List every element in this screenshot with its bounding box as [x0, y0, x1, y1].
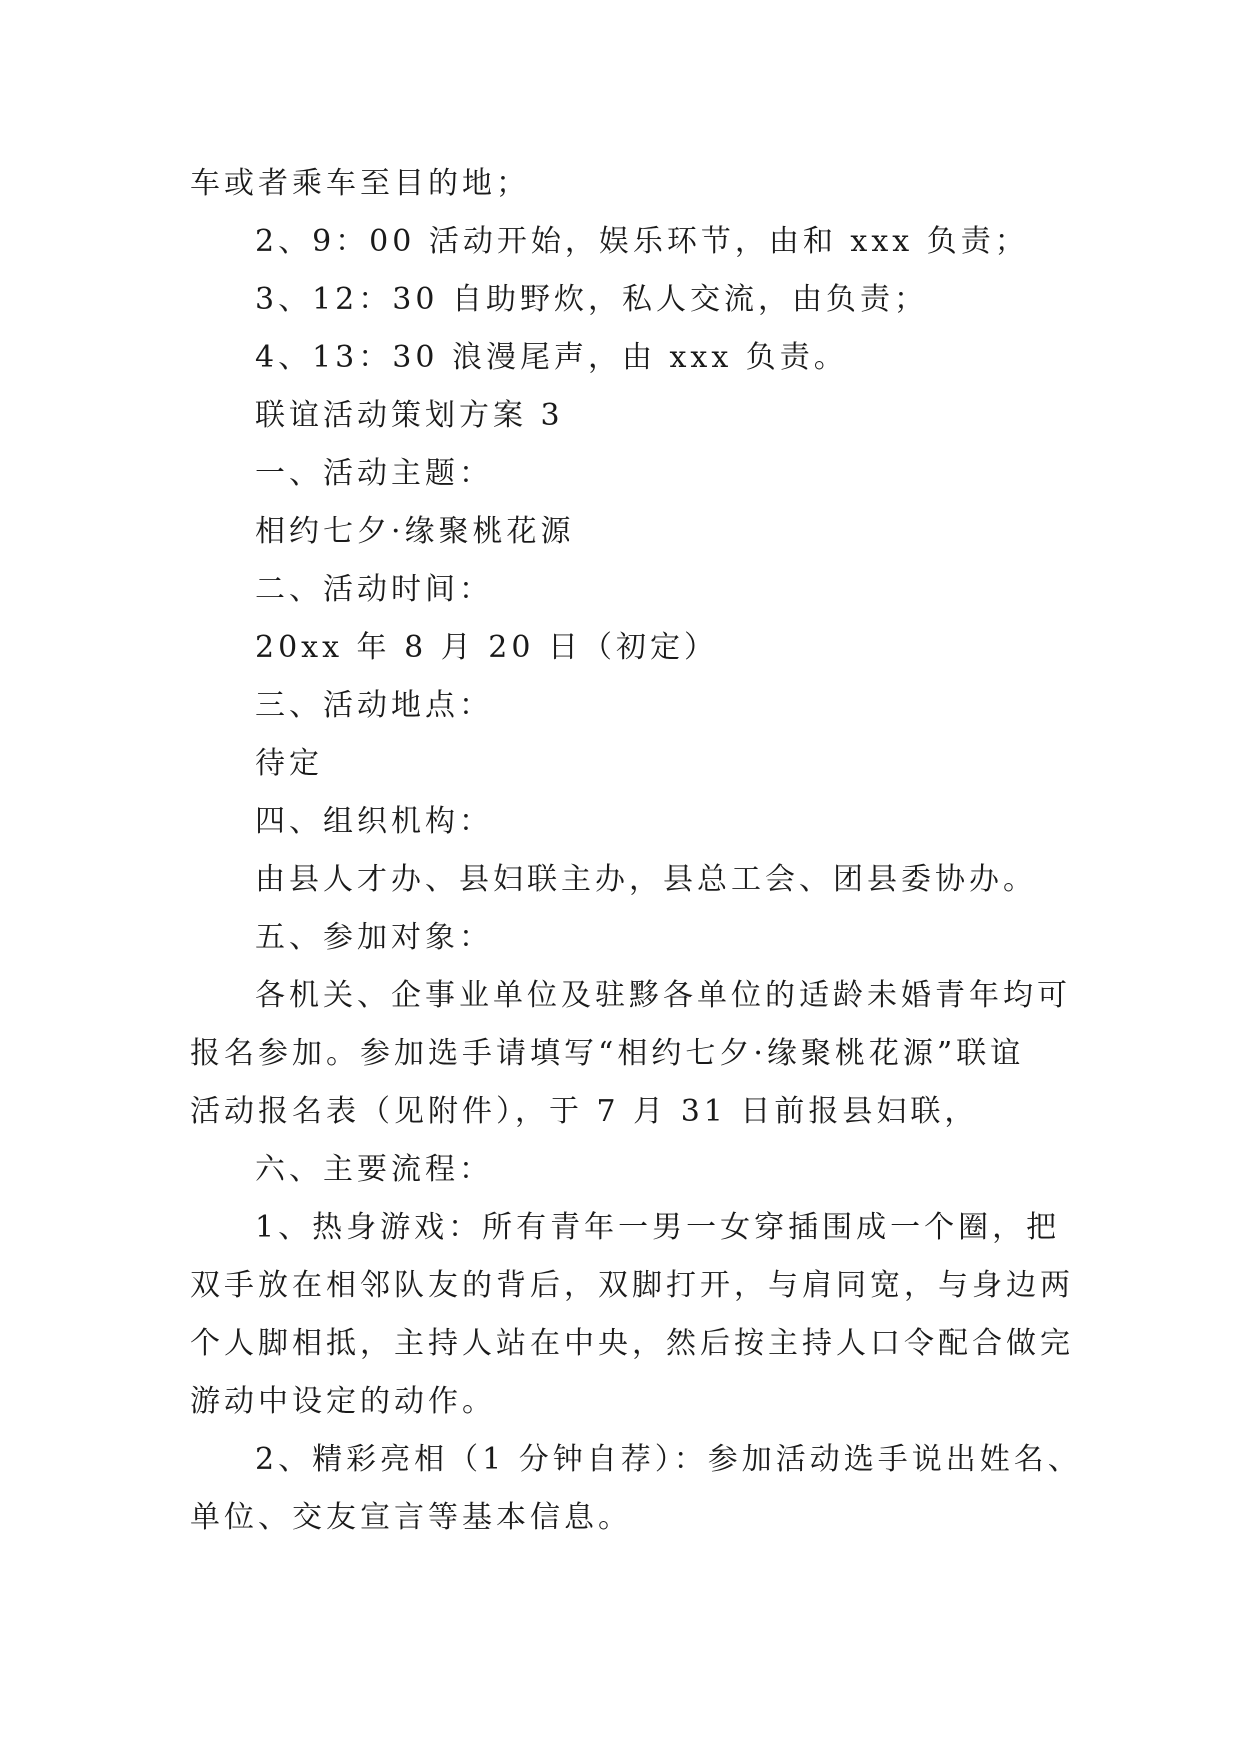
text-line: 单位、交友宣言等基本信息。 [190, 1500, 632, 1535]
text-line: 一、活动主题： [255, 456, 493, 491]
text-line: 报名参加。参加选手请填写“相约七夕·缘聚桃花源”联谊 [190, 1036, 1025, 1071]
text-line: 四、组织机构： [255, 804, 493, 839]
text-line: 2、精彩亮相（1 分钟自荐）：参加活动选手说出姓名、 [255, 1442, 1082, 1477]
text-line: 车或者乘车至目的地； [190, 166, 530, 201]
text-line: 1、热身游戏：所有青年一男一女穿插围成一个圈，把 [255, 1210, 1061, 1245]
text-line: 个人脚相抵，主持人站在中央，然后按主持人口令配合做完 [190, 1326, 1074, 1361]
text-line: 20xx 年 8 月 20 日（初定） [255, 630, 718, 665]
text-line: 由县人才办、县妇联主办，县总工会、团县委协办。 [255, 862, 1037, 897]
text-line: 待定 [255, 746, 323, 781]
text-line: 3、12：30 自助野炊，私人交流，由负责； [255, 282, 928, 317]
text-line: 游动中设定的动作。 [190, 1384, 496, 1419]
text-line: 4、13：30 浪漫尾声，由 xxx 负责。 [255, 340, 848, 375]
text-line: 相约七夕·缘聚桃花源 [255, 514, 575, 549]
text-line: 六、主要流程： [255, 1152, 493, 1187]
document-body [190, 155, 1082, 1547]
text-line: 各机关、企事业单位及驻黟各单位的适龄未婚青年均可 [255, 978, 1071, 1013]
text-line: 二、活动时间： [255, 572, 493, 607]
section-heading: 联谊活动策划方案 3 [255, 398, 564, 433]
text-line: 2、9：00 活动开始，娱乐环节，由和 xxx 负责； [255, 224, 1029, 259]
text-line: 五、参加对象： [255, 920, 493, 955]
text-line: 三、活动地点： [255, 688, 493, 723]
text-line: 双手放在相邻队友的背后，双脚打开，与肩同宽，与身边两 [190, 1268, 1074, 1303]
text-line: 活动报名表（见附件），于 7 月 31 日前报县妇联， [190, 1094, 979, 1129]
